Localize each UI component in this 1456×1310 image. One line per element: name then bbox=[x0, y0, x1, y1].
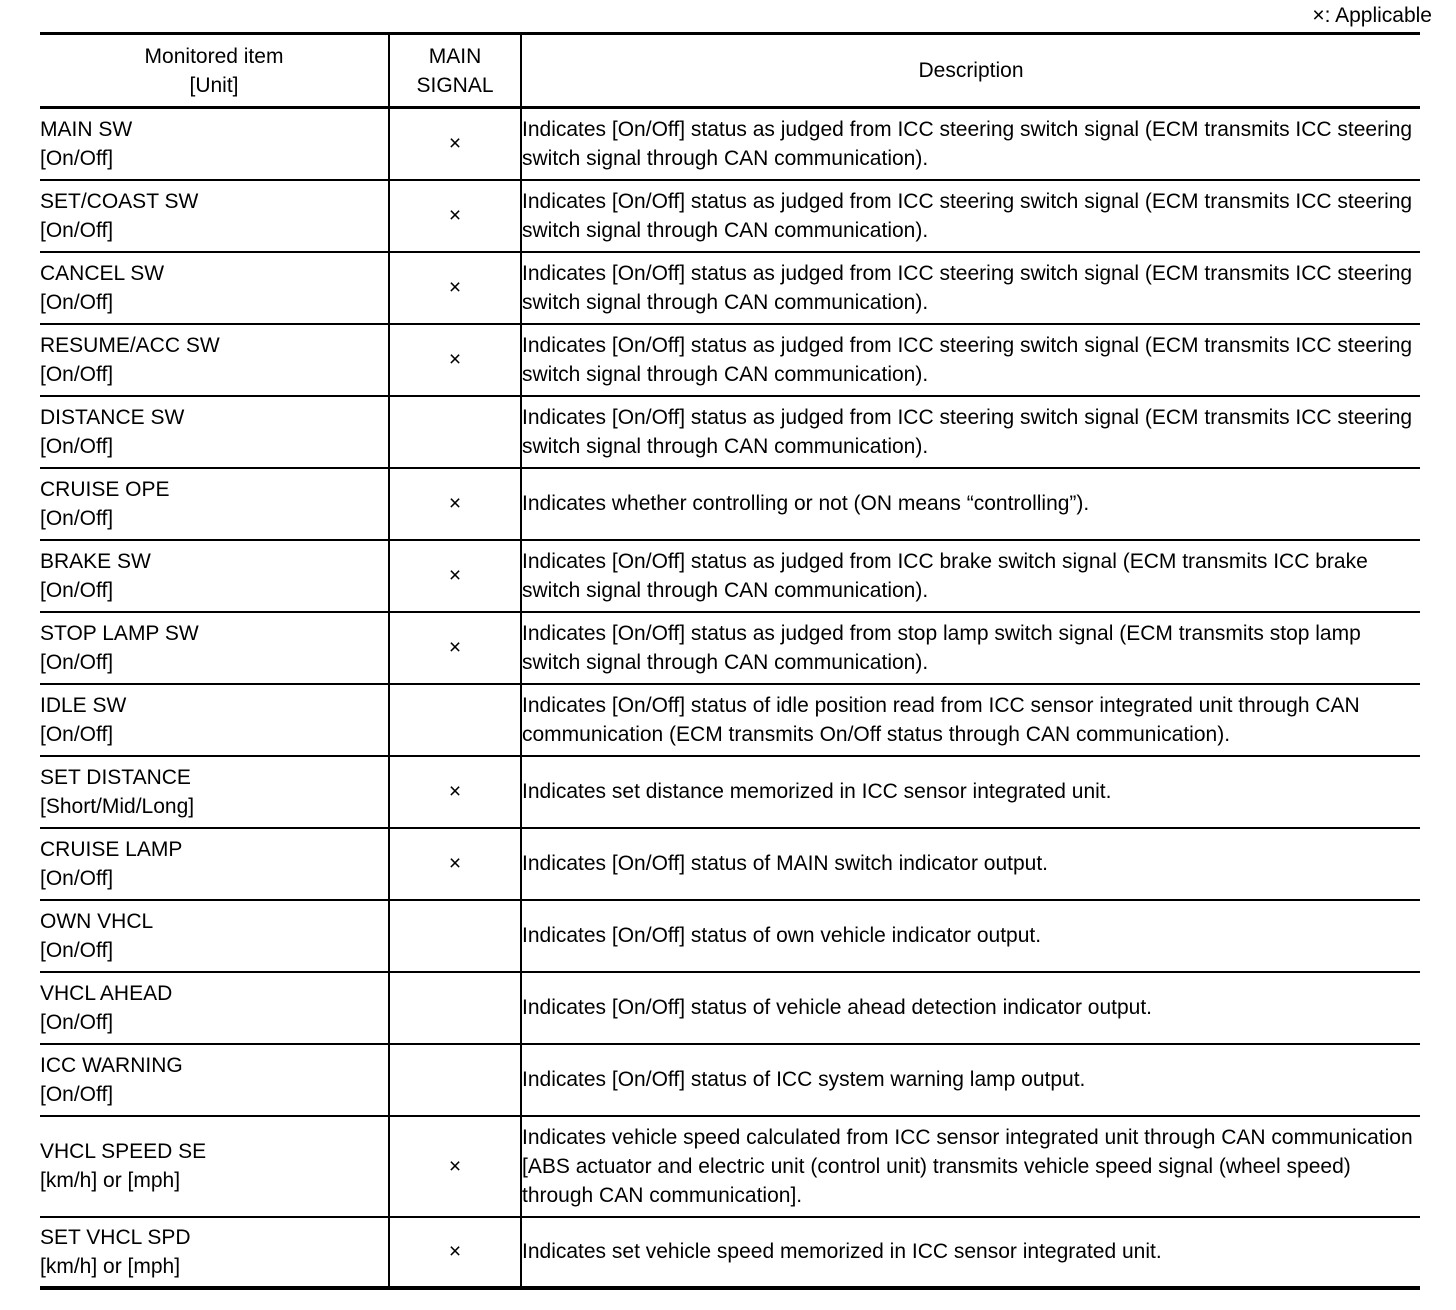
item-unit: [On/Off] bbox=[40, 434, 114, 458]
item-name: VHCL SPEED SE bbox=[40, 1140, 207, 1163]
description-cell: Indicates [On/Off] status of own vehicle indicator output. bbox=[521, 900, 1420, 972]
main-signal-mark: × bbox=[389, 612, 521, 684]
item-name: BRAKE SW bbox=[40, 549, 151, 573]
item-cell bbox=[40, 468, 389, 540]
main-signal-mark: × bbox=[389, 1116, 521, 1217]
item-cell bbox=[40, 828, 389, 900]
main-signal-mark: × bbox=[389, 468, 521, 540]
description-cell: Indicates set distance memorized in ICC sensor integrated unit. bbox=[521, 756, 1420, 828]
description-cell: Indicates [On/Off] status of MAIN switch indicator output. bbox=[521, 828, 1420, 900]
table-row bbox=[40, 1044, 1420, 1116]
table-row bbox=[40, 828, 1420, 900]
item-cell bbox=[40, 684, 389, 756]
item-cell bbox=[40, 396, 389, 468]
item-unit: [On/Off] bbox=[40, 506, 114, 530]
item-name: CRUISE LAMP bbox=[40, 837, 183, 861]
table-row bbox=[40, 684, 1420, 756]
description-cell: Indicates [On/Off] status as judged from ICC brake switch signal (ECM transmits ICC brake switch signal through CAN communication). bbox=[521, 540, 1420, 612]
item-unit: [On/Off] bbox=[40, 1010, 114, 1034]
item-unit: [On/Off] bbox=[40, 146, 114, 170]
item-name: IDLE SW bbox=[40, 693, 127, 717]
description-cell: Indicates whether controlling or not (ON means “controlling”). bbox=[521, 468, 1420, 540]
item-cell bbox=[40, 1116, 389, 1217]
item-unit: [On/Off] bbox=[40, 1082, 114, 1106]
main-signal-mark: × bbox=[389, 540, 521, 612]
item-name: CANCEL SW bbox=[40, 261, 165, 285]
main-signal-mark bbox=[389, 684, 521, 756]
applicable-legend: ×: Applicable bbox=[1312, 4, 1432, 27]
main-signal-mark: × bbox=[389, 108, 521, 180]
main-signal-mark: × bbox=[389, 324, 521, 396]
description-cell: Indicates [On/Off] status as judged from stop lamp switch signal (ECM transmits stop lamp switch signal through CAN communication). bbox=[521, 612, 1420, 684]
item-cell bbox=[40, 972, 389, 1044]
item-name: STOP LAMP SW bbox=[40, 621, 199, 645]
item-unit: [km/h] or [mph] bbox=[40, 1169, 181, 1192]
item-name: CRUISE OPE bbox=[40, 477, 170, 501]
description-cell: Indicates [On/Off] status as judged from ICC steering switch signal (ECM transmits ICC steering switch signal through CAN communication). bbox=[521, 108, 1420, 180]
item-cell bbox=[40, 180, 389, 252]
table-row bbox=[40, 468, 1420, 540]
table-row bbox=[40, 1116, 1420, 1217]
item-unit: [On/Off] bbox=[40, 722, 114, 746]
table-row bbox=[40, 1217, 1420, 1288]
item-name: SET/COAST SW bbox=[40, 189, 199, 213]
table-row bbox=[40, 756, 1420, 828]
description-cell: Indicates [On/Off] status as judged from ICC steering switch signal (ECM transmits ICC steering switch signal through CAN communication). bbox=[521, 324, 1420, 396]
item-unit: [On/Off] bbox=[40, 290, 114, 314]
description-cell: Indicates vehicle speed calculated from ICC sensor integrated unit through CAN communication [ABS actuator and electric unit (control unit) transmits vehicle speed signal (wheel speed) through CAN communication]. bbox=[521, 1116, 1420, 1217]
table-row bbox=[40, 900, 1420, 972]
table-row bbox=[40, 972, 1420, 1044]
table-header-row bbox=[40, 34, 1420, 108]
item-cell bbox=[40, 1044, 389, 1116]
item-unit: [On/Off] bbox=[40, 866, 114, 890]
description-cell: Indicates [On/Off] status of vehicle ahead detection indicator output. bbox=[521, 972, 1420, 1044]
header-unit-label: [Unit] bbox=[189, 73, 239, 97]
main-signal-mark bbox=[389, 1044, 521, 1116]
main-signal-mark bbox=[389, 972, 521, 1044]
main-signal-mark: × bbox=[389, 1217, 521, 1288]
item-unit: [km/h] or [mph] bbox=[40, 1254, 181, 1278]
table-row bbox=[40, 180, 1420, 252]
description-cell: Indicates [On/Off] status as judged from ICC steering switch signal (ECM transmits ICC steering switch signal through CAN communication). bbox=[521, 252, 1420, 324]
main-signal-mark bbox=[389, 396, 521, 468]
item-name: OWN VHCL bbox=[40, 909, 154, 933]
item-name: ICC WARNING bbox=[40, 1053, 183, 1077]
item-cell bbox=[40, 108, 389, 180]
description-cell: Indicates [On/Off] status as judged from ICC steering switch signal (ECM transmits ICC steering switch signal through CAN communication). bbox=[521, 180, 1420, 252]
item-cell bbox=[40, 900, 389, 972]
table-row bbox=[40, 396, 1420, 468]
header-main-signal bbox=[389, 34, 521, 108]
table-row bbox=[40, 108, 1420, 180]
item-cell bbox=[40, 324, 389, 396]
item-cell bbox=[40, 252, 389, 324]
item-name: SET VHCL SPD bbox=[40, 1225, 191, 1249]
item-unit: [Short/Mid/Long] bbox=[40, 794, 195, 818]
header-description: Description bbox=[521, 34, 1420, 108]
main-signal-mark: × bbox=[389, 252, 521, 324]
header-signal-label: SIGNAL bbox=[416, 73, 494, 97]
main-signal-mark: × bbox=[389, 756, 521, 828]
item-name: SET DISTANCE bbox=[40, 765, 191, 789]
item-unit: [On/Off] bbox=[40, 578, 114, 602]
item-name: RESUME/ACC SW bbox=[40, 333, 220, 357]
item-cell bbox=[40, 540, 389, 612]
item-unit: [On/Off] bbox=[40, 650, 114, 674]
main-signal-mark: × bbox=[389, 180, 521, 252]
header-item-label: Monitored item bbox=[144, 44, 284, 68]
item-unit: [On/Off] bbox=[40, 362, 114, 386]
item-name: VHCL AHEAD bbox=[40, 981, 173, 1005]
description-cell: Indicates [On/Off] status of idle position read from ICC sensor integrated unit through CAN communication (ECM transmits On/Off status through CAN communication). bbox=[521, 684, 1420, 756]
main-signal-mark bbox=[389, 900, 521, 972]
monitor-item-table bbox=[40, 32, 1420, 1290]
item-unit: [On/Off] bbox=[40, 938, 114, 962]
table-row bbox=[40, 252, 1420, 324]
table-row bbox=[40, 540, 1420, 612]
item-name: DISTANCE SW bbox=[40, 405, 185, 429]
item-cell bbox=[40, 756, 389, 828]
description-cell: Indicates [On/Off] status as judged from ICC steering switch signal (ECM transmits ICC steering switch signal through CAN communication). bbox=[521, 396, 1420, 468]
description-cell: Indicates [On/Off] status of ICC system warning lamp output. bbox=[521, 1044, 1420, 1116]
table-row bbox=[40, 324, 1420, 396]
table-row bbox=[40, 612, 1420, 684]
main-signal-mark: × bbox=[389, 828, 521, 900]
header-main-label: MAIN bbox=[428, 44, 482, 68]
item-cell bbox=[40, 612, 389, 684]
item-name: MAIN SW bbox=[40, 117, 133, 141]
description-cell: Indicates set vehicle speed memorized in ICC sensor integrated unit. bbox=[521, 1217, 1420, 1288]
item-cell bbox=[40, 1217, 389, 1288]
item-unit: [On/Off] bbox=[40, 218, 114, 242]
header-monitored-item bbox=[40, 34, 389, 108]
